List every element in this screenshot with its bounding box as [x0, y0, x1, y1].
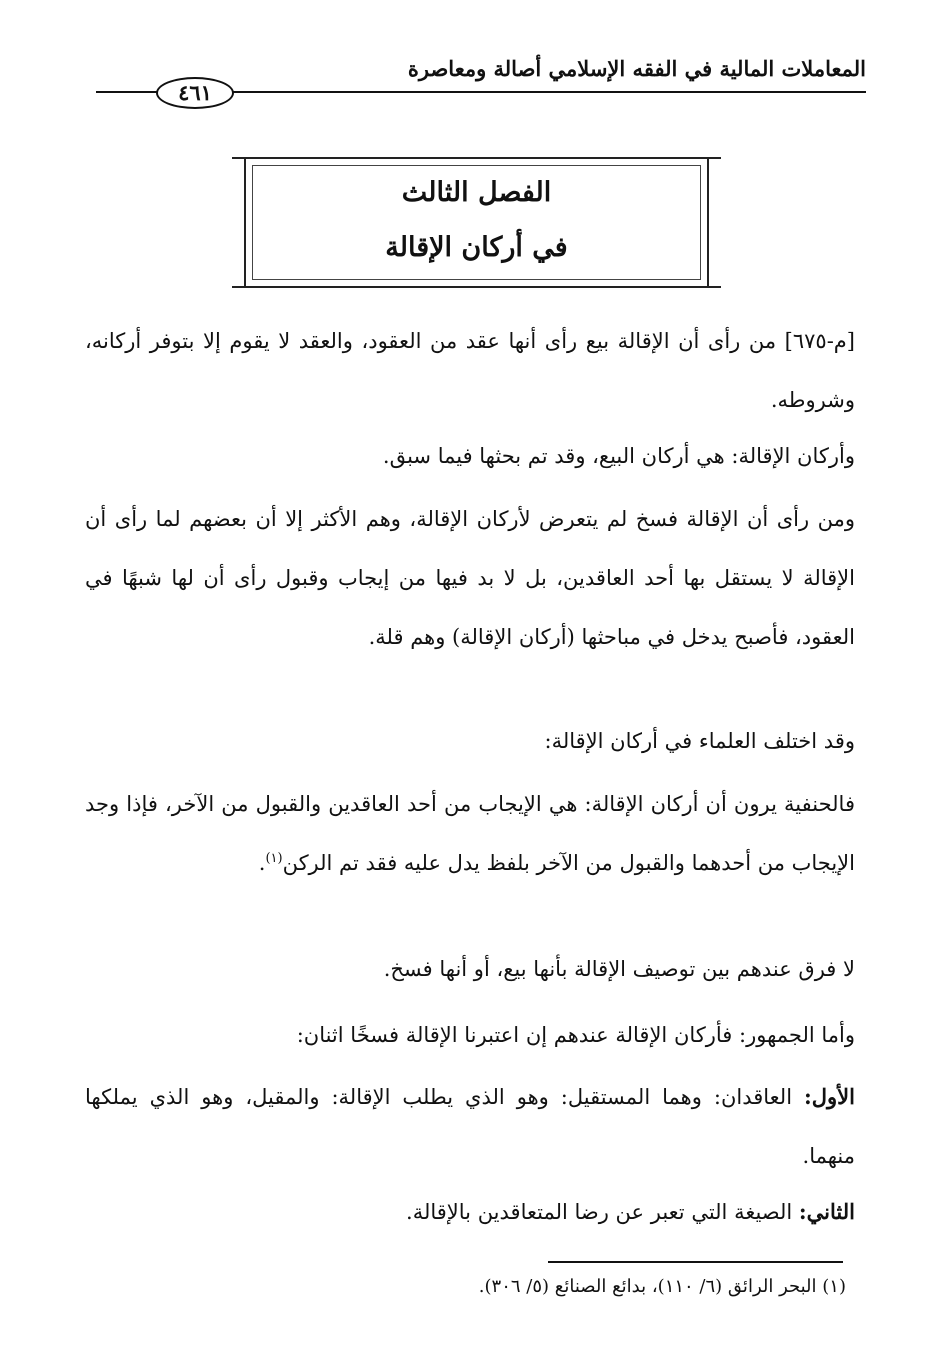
paragraph-4: وقد اختلف العلماء في أركان الإقالة: — [544, 729, 855, 753]
paragraph-8 — [85, 1067, 855, 1186]
page-number: ٤٦١ — [156, 77, 234, 109]
paragraph-1: [م-٦٧٥] من رأى أن الإقالة بيع رأى أنها عقد من العقود، والعقد لا يقوم إلا بتوفر أركانه، وشروطه. — [85, 329, 855, 412]
paragraph-5 — [85, 775, 855, 893]
paragraph-8-text: العاقدان: وهما المستقيل: وهو الذي يطلب الإقالة: والمقيل، وهو الذي يملكها منهما. — [85, 1085, 855, 1168]
paragraph-9 — [85, 1182, 855, 1242]
paragraph-3: ومن رأى أن الإقالة فسخ لم يتعرض لأركان الإقالة، وهم الأكثر إلا أن بعضهم لما رأى أن الإقالة لا يستقل بها أحد العاقدين، بل لا بد فيها من إيجاب وقبول رأى أن لها شبهًا في العقود، فأصبح يدخل في مباحثها (أركان الإقالة) وهم قلة. — [85, 507, 855, 649]
running-title: المعاملات المالية في الفقه الإسلامي أصالة ومعاصرة — [407, 56, 866, 81]
footnote-1: (١) البحر الرائق (٦/ ١١٠)، بدائع الصنائع (٥/ ٣٠٦). — [478, 1276, 846, 1297]
paragraph-5-end: . — [258, 851, 266, 875]
paragraph-8-lead: الأول: — [804, 1084, 855, 1109]
paragraph-2: وأركان الإقالة: هي أركان البيع، وقد تم بحثها فيما سبق. — [382, 444, 855, 468]
footnote-rule — [548, 1261, 843, 1263]
paragraph-6: لا فرق عندهم بين توصيف الإقالة بأنها بيع، أو أنها فسخ. — [383, 957, 855, 981]
footnote-ref-1: (١) — [265, 851, 283, 866]
paragraph-9-lead: الثاني: — [798, 1199, 855, 1224]
paragraph-7: وأما الجمهور: فأركان الإقالة عندهم إن اعتبرنا الإقالة فسخًا اثنان: — [296, 1023, 855, 1047]
chapter-title: الفصل الثالث — [401, 177, 552, 208]
paragraph-9-text: الصيغة التي تعبر عن رضا المتعاقدين بالإقالة. — [406, 1200, 799, 1224]
chapter-subtitle: في أركان الإقالة — [385, 232, 568, 263]
paragraph-5-text: فالحنفية يرون أن أركان الإقالة: هي الإيجاب من أحد العاقدين والقبول من الآخر، فإذا وجد الإيجاب من أحدهما والقبول من الآخر بلفظ يدل عليه فقد تم الركن — [85, 792, 855, 875]
